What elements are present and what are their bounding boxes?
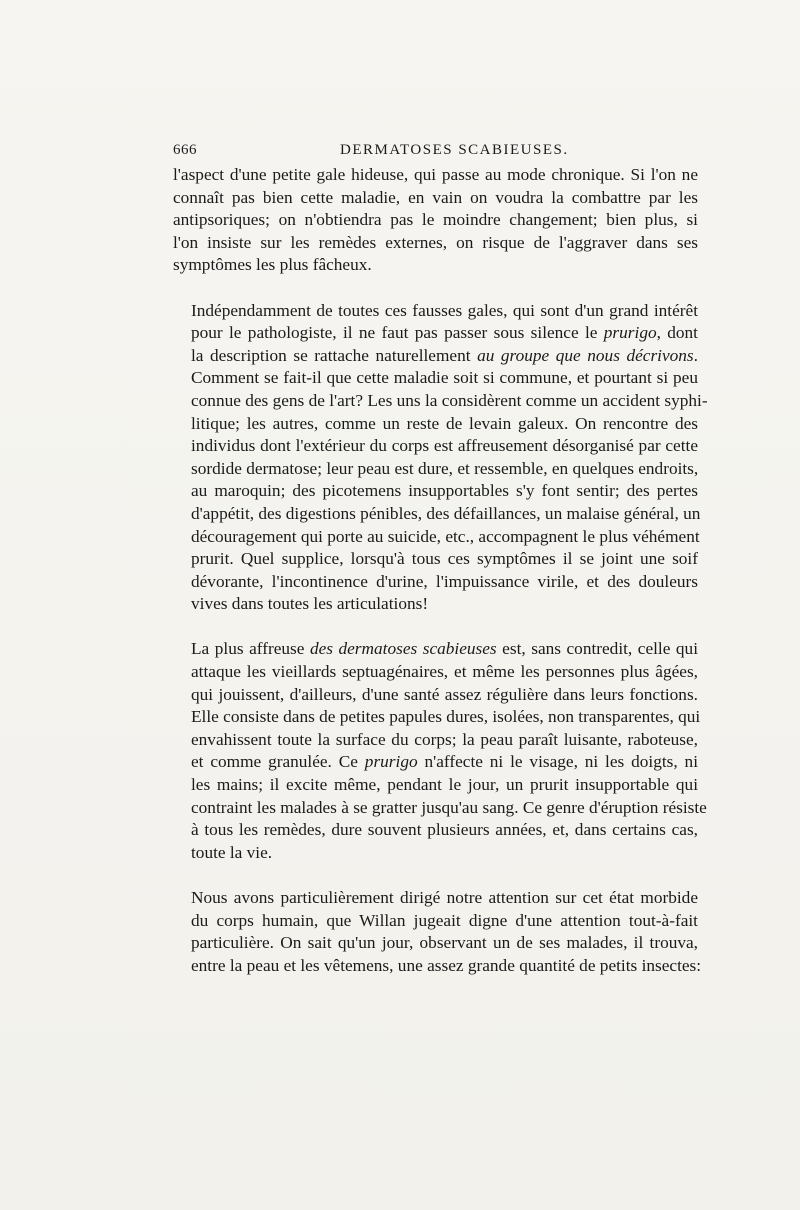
paragraph-4 xyxy=(173,887,702,977)
text-line: l'aspect d'une petite gale hideuse, qui passe au mode chronique. Si l'on ne xyxy=(173,165,698,184)
text-line: entre la peau et les vêtemens, une assez grande quantité de petits insectes: xyxy=(191,955,702,975)
text-line: particulière. On sait qu'un jour, observant un de ses malades, il trouva, xyxy=(191,933,698,953)
text-line: au maroquin; des picotemens insupportables s'y font sentir; des pertes xyxy=(191,481,698,501)
text-line: vives dans toutes les articulations! xyxy=(191,594,429,614)
text-line: l'on insiste sur les remèdes externes, on risque de l'aggraver dans ses xyxy=(173,232,698,252)
page-header xyxy=(173,142,698,164)
text-line: sordide dermatose; leur peau est dure, et ressemble, en quelques endroits, xyxy=(191,458,699,478)
text-line: Indépendamment de toutes ces fausses gales, qui sont d'un grand intérêt xyxy=(191,300,698,320)
body-text xyxy=(173,164,708,977)
text-line: découragement qui porte au suicide, etc., accompagnent le plus véhément xyxy=(191,526,700,546)
text-line: la description se rattache naturellement au groupe que nous décrivons. xyxy=(191,345,698,365)
text-line: prurit. Quel supplice, lorsqu'à tous ces symptômes il se joint une soif xyxy=(191,549,698,569)
text-line: toute la vie. xyxy=(191,842,273,862)
text-line: connue des gens de l'art? Les uns la considèrent comme un accident syphi- xyxy=(191,390,708,410)
text-line: symptômes les plus fâcheux. xyxy=(173,255,372,275)
text-line: dévorante, l'incontinence d'urine, l'impuissance virile, et des douleurs xyxy=(191,571,698,591)
text-line: contraint les malades à se gratter jusqu'au sang. Ce genre d'éruption résiste xyxy=(191,797,707,817)
paragraph-2 xyxy=(173,300,708,616)
text-line: La plus affreuse des dermatoses scabieuses est, sans contredit, celle qui xyxy=(191,639,698,659)
text-line: antipsoriques; on n'obtiendra pas le moindre changement; bien plus, si xyxy=(173,210,698,230)
italic-text: au groupe que nous décrivons xyxy=(477,345,694,365)
italic-text: prurigo xyxy=(603,323,657,343)
text-line: du corps humain, que Willan jugeait digne d'une attention tout-à-fait xyxy=(191,910,698,930)
paragraph-3 xyxy=(173,638,707,864)
text-line: Elle consiste dans de petites papules dures, isolées, non transparentes, qui xyxy=(191,707,701,727)
page-number: 666 xyxy=(173,142,197,158)
text-line: litique; les autres, comme un reste de levain galeux. On rencontre des xyxy=(191,413,698,433)
italic-text: des dermatoses scabieuses xyxy=(309,639,497,659)
text-line: Comment se fait-il que cette maladie soit si commune, et pourtant si peu xyxy=(191,368,698,388)
italic-text: prurigo xyxy=(364,752,418,772)
running-head: DERMATOSES SCABIEUSES. xyxy=(340,142,569,158)
text-line: les mains; il excite même, pendant le jour, un prurit insupportable qui xyxy=(191,775,698,795)
text-line: connaît pas bien cette maladie, en vain on voudra la combattre par les xyxy=(173,187,698,207)
text-line: individus dont l'extérieur du corps est affreusement désorganisé par cette xyxy=(191,436,698,456)
text-line: d'appétit, des digestions pénibles, des défaillances, un malaise général, un xyxy=(191,503,701,523)
text-line: attaque les vieillards septuagénaires, et même les personnes plus âgées, xyxy=(191,662,698,682)
text-line: qui jouissent, d'ailleurs, d'une santé assez régulière dans leurs fonctions. xyxy=(191,684,698,704)
text-line: à tous les remèdes, dure souvent plusieurs années, et, dans certains cas, xyxy=(191,820,698,840)
text-line: et comme granulée. Ce prurigo n'affecte ni le visage, ni les doigts, ni xyxy=(191,752,698,772)
text-line: envahissent toute la surface du corps; la peau paraît luisante, raboteuse, xyxy=(191,729,698,749)
paragraph-1 xyxy=(173,164,698,277)
text-line: Nous avons particulièrement dirigé notre attention sur cet état morbide xyxy=(191,888,698,907)
text-line: pour le pathologiste, il ne faut pas passer sous silence le prurigo, dont xyxy=(191,323,698,343)
